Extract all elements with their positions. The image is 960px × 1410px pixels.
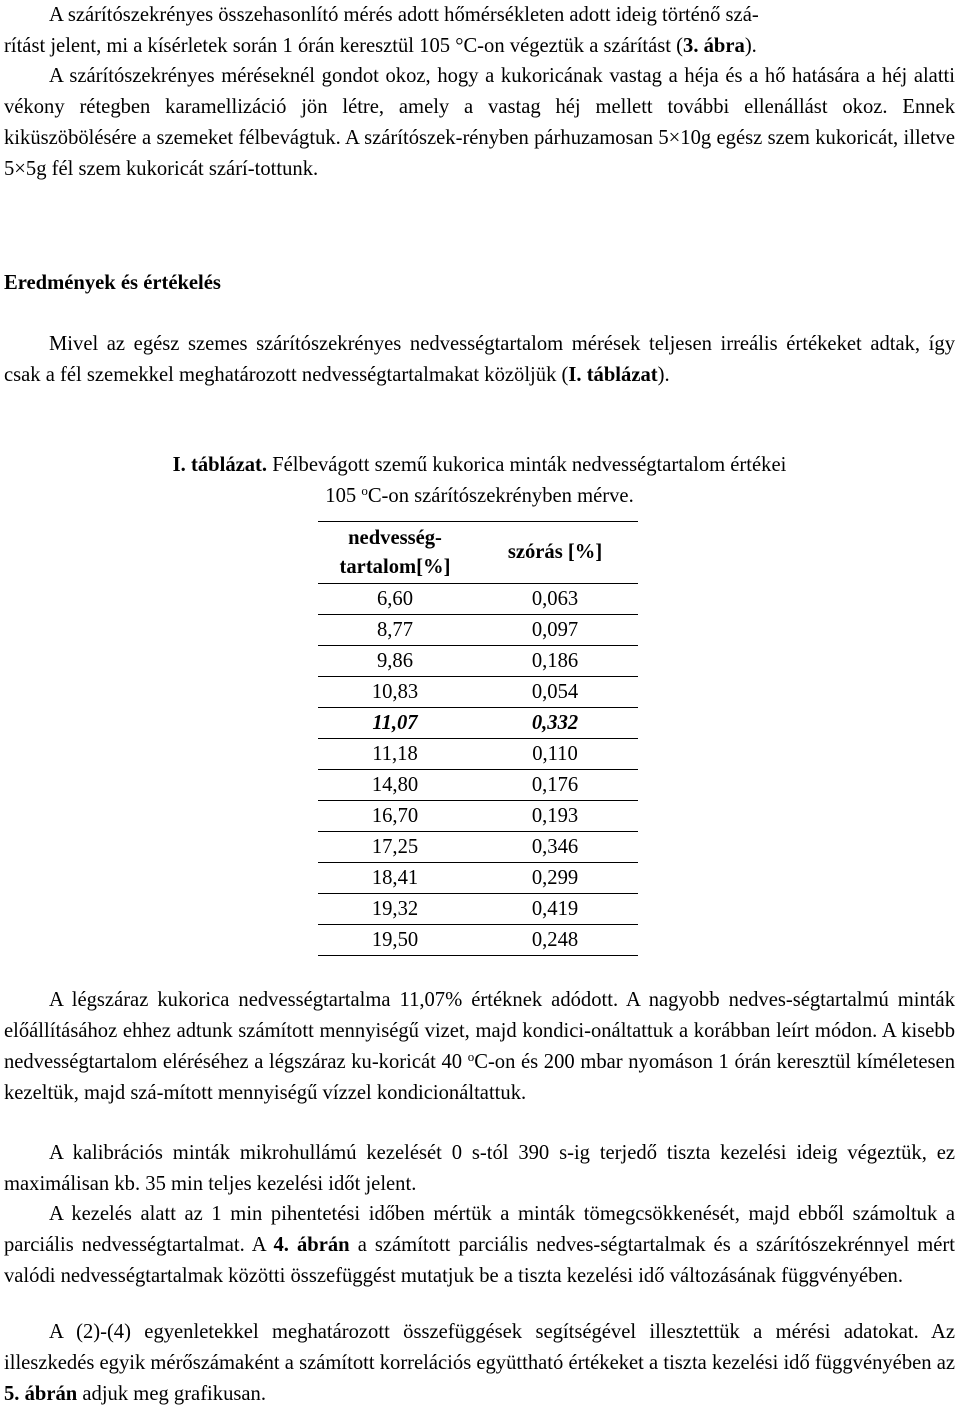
- caption-temp: 105: [325, 485, 362, 507]
- section-heading: Eredmények és értékelés: [4, 272, 221, 294]
- deviation-cell: 0,176: [472, 770, 638, 801]
- table-row: [318, 739, 638, 770]
- fitting-text: A (2)-(4) egyenletekkel meghatározott összefüggések segítségével illesztettük a mérési adatokat. Az illeszkedés egyik mérőszámaként a számított korrelációs együttható értékeket a tiszta kezelési idő függvényében az: [4, 1321, 955, 1374]
- table-header-row: [318, 522, 638, 584]
- air-dry-paragraph: [4, 985, 955, 1109]
- moisture-cell: 8,77: [318, 615, 472, 646]
- intro-text-end: ).: [744, 35, 757, 57]
- figure-reference-4: 4. ábrán: [273, 1234, 350, 1256]
- intro-text: rítást jelent, mi a kísérletek során 1 órán keresztül 105 °C-on végeztük a szárítást (: [4, 35, 684, 57]
- fitting-paragraph-text: [4, 1317, 955, 1410]
- table-reference: I. táblázat: [568, 364, 658, 386]
- moisture-cell: 19,32: [318, 894, 472, 925]
- fitting-paragraph: [4, 1317, 955, 1410]
- deviation-cell: 0,248: [472, 925, 638, 956]
- table-caption-text: Félbevágott szemű kukorica minták nedvességtartalom értékei: [267, 454, 787, 476]
- deviation-cell: 0,054: [472, 677, 638, 708]
- deviation-cell: 0,346: [472, 832, 638, 863]
- moisture-cell: 6,60: [318, 584, 472, 615]
- moisture-cell: 9,86: [318, 646, 472, 677]
- results-paragraph: [4, 329, 955, 391]
- degree-superscript: o: [361, 483, 368, 498]
- table-row: [318, 770, 638, 801]
- treatment-paragraph: [4, 1199, 955, 1292]
- table-caption-line-2: [4, 481, 955, 512]
- deviation-cell: 0,063: [472, 584, 638, 615]
- table-row: [318, 863, 638, 894]
- deviation-cell: 0,193: [472, 801, 638, 832]
- treatment-text-end: a számított parciális nedves-ségtartalmak és a szárítószekrénnyel mért valódi nedvességtartalmak közötti összefüggést mutatjuk be a tiszta kezelési idő változásának függvényében.: [4, 1234, 955, 1287]
- deviation-cell: 0,110: [472, 739, 638, 770]
- deviation-cell: 0,186: [472, 646, 638, 677]
- header-deviation: szórás [%]: [472, 522, 638, 584]
- table-caption: [4, 450, 955, 512]
- results-paragraph-text: [4, 329, 955, 391]
- air-dry-text-end: C-on és 200 mbar nyomáson 1 órán keresztül kíméletesen kezeltük, majd szá-mított mennyiségű vízzel kondicionáltattuk.: [4, 1051, 955, 1104]
- moisture-cell: 10,83: [318, 677, 472, 708]
- intro-paragraph: [4, 0, 955, 62]
- moisture-cell: 11,18: [318, 739, 472, 770]
- corn-paragraph-text: A szárítószekrényes méréseknél gondot okoz, hogy a kukoricának vastag a héja és a hő hatására a héj alatti vékony rétegben karamellizáció jön létre, amely a vastag héj mellett további ellenállást okoz. Ennek kiküszöbölésére a szemeket félbevágtuk. A szárítószek-rényben párhuzamosan 5×10g egész szem kukoricát, illetve 5×5g fél szem kukoricát szárí-tottunk.: [4, 65, 955, 180]
- treatment-text: A kezelés alatt az 1 min pihentetési időben mértük a minták tömegcsökkenését, majd ebből számoltuk a parciális nedvességtartalmat. A: [4, 1203, 955, 1256]
- header-moisture-line-1: nedvesség-: [348, 526, 442, 549]
- corn-paragraph: [4, 61, 955, 185]
- air-dry-text: A légszáraz kukorica nedvességtartalma 11,07% értéknek adódott. A nagyobb nedves-ségtartalmú minták előállításához ehhez adtunk számított mennyiségű vizet, majd kondici-onáltattuk a korábban leírt módon. A kisebb nedvességtartalom eléréséhez a légszáraz ku-koricát 40: [4, 989, 955, 1073]
- table-row: [318, 615, 638, 646]
- table-row: [318, 584, 638, 615]
- moisture-cell: 18,41: [318, 863, 472, 894]
- table-row: [318, 677, 638, 708]
- deviation-cell: 0,332: [472, 708, 638, 739]
- section-heading-block: [4, 268, 955, 299]
- moisture-cell: 14,80: [318, 770, 472, 801]
- figure-reference-3: 3. ábra: [683, 35, 745, 57]
- caption-text-end: C-on szárítószekrényben mérve.: [367, 485, 634, 507]
- moisture-cell: 16,70: [318, 801, 472, 832]
- calibration-paragraph-text: A kalibrációs minták mikrohullámú kezelését 0 s-tól 390 s-ig terjedő tiszta kezelési ideig végeztük, ez maximálisan kb. 35 min teljes kezelési időt jelent.: [4, 1142, 955, 1195]
- treatment-paragraph-text: [4, 1199, 955, 1292]
- table-row: [318, 646, 638, 677]
- deviation-cell: 0,419: [472, 894, 638, 925]
- table-row: [318, 801, 638, 832]
- moisture-table: [318, 521, 638, 956]
- figure-reference-5: 5. ábrán: [4, 1383, 78, 1405]
- header-moisture: [318, 522, 472, 584]
- intro-line-2: [4, 31, 955, 62]
- moisture-cell: 19,50: [318, 925, 472, 956]
- table-row-highlighted: [318, 708, 638, 739]
- deviation-cell: 0,299: [472, 863, 638, 894]
- moisture-cell: 17,25: [318, 832, 472, 863]
- moisture-cell: 11,07: [318, 708, 472, 739]
- deviation-cell: 0,097: [472, 615, 638, 646]
- degree-superscript: o: [467, 1049, 475, 1064]
- fitting-text-end: adjuk meg grafikusan.: [77, 1383, 266, 1405]
- calibration-paragraph: [4, 1138, 955, 1200]
- results-text-end: ).: [657, 364, 670, 386]
- results-text: Mivel az egész szemes szárítószekrényes nedvességtartalom mérések teljesen irreális értékeket adtak, így csak a fél szemekkel meghatározott nedvességtartalmakat közöljük (: [4, 333, 955, 386]
- table-row: [318, 894, 638, 925]
- table-caption-line-1: [4, 450, 955, 481]
- header-moisture-line-2: tartalom[%]: [339, 555, 451, 578]
- table-row: [318, 925, 638, 956]
- intro-line-1: A szárítószekrényes összehasonlító mérés adott hőmérsékleten adott ideig történő szá-: [49, 4, 759, 26]
- table-row: [318, 832, 638, 863]
- air-dry-paragraph-text: [4, 985, 955, 1109]
- table-caption-label: I. táblázat.: [172, 454, 268, 476]
